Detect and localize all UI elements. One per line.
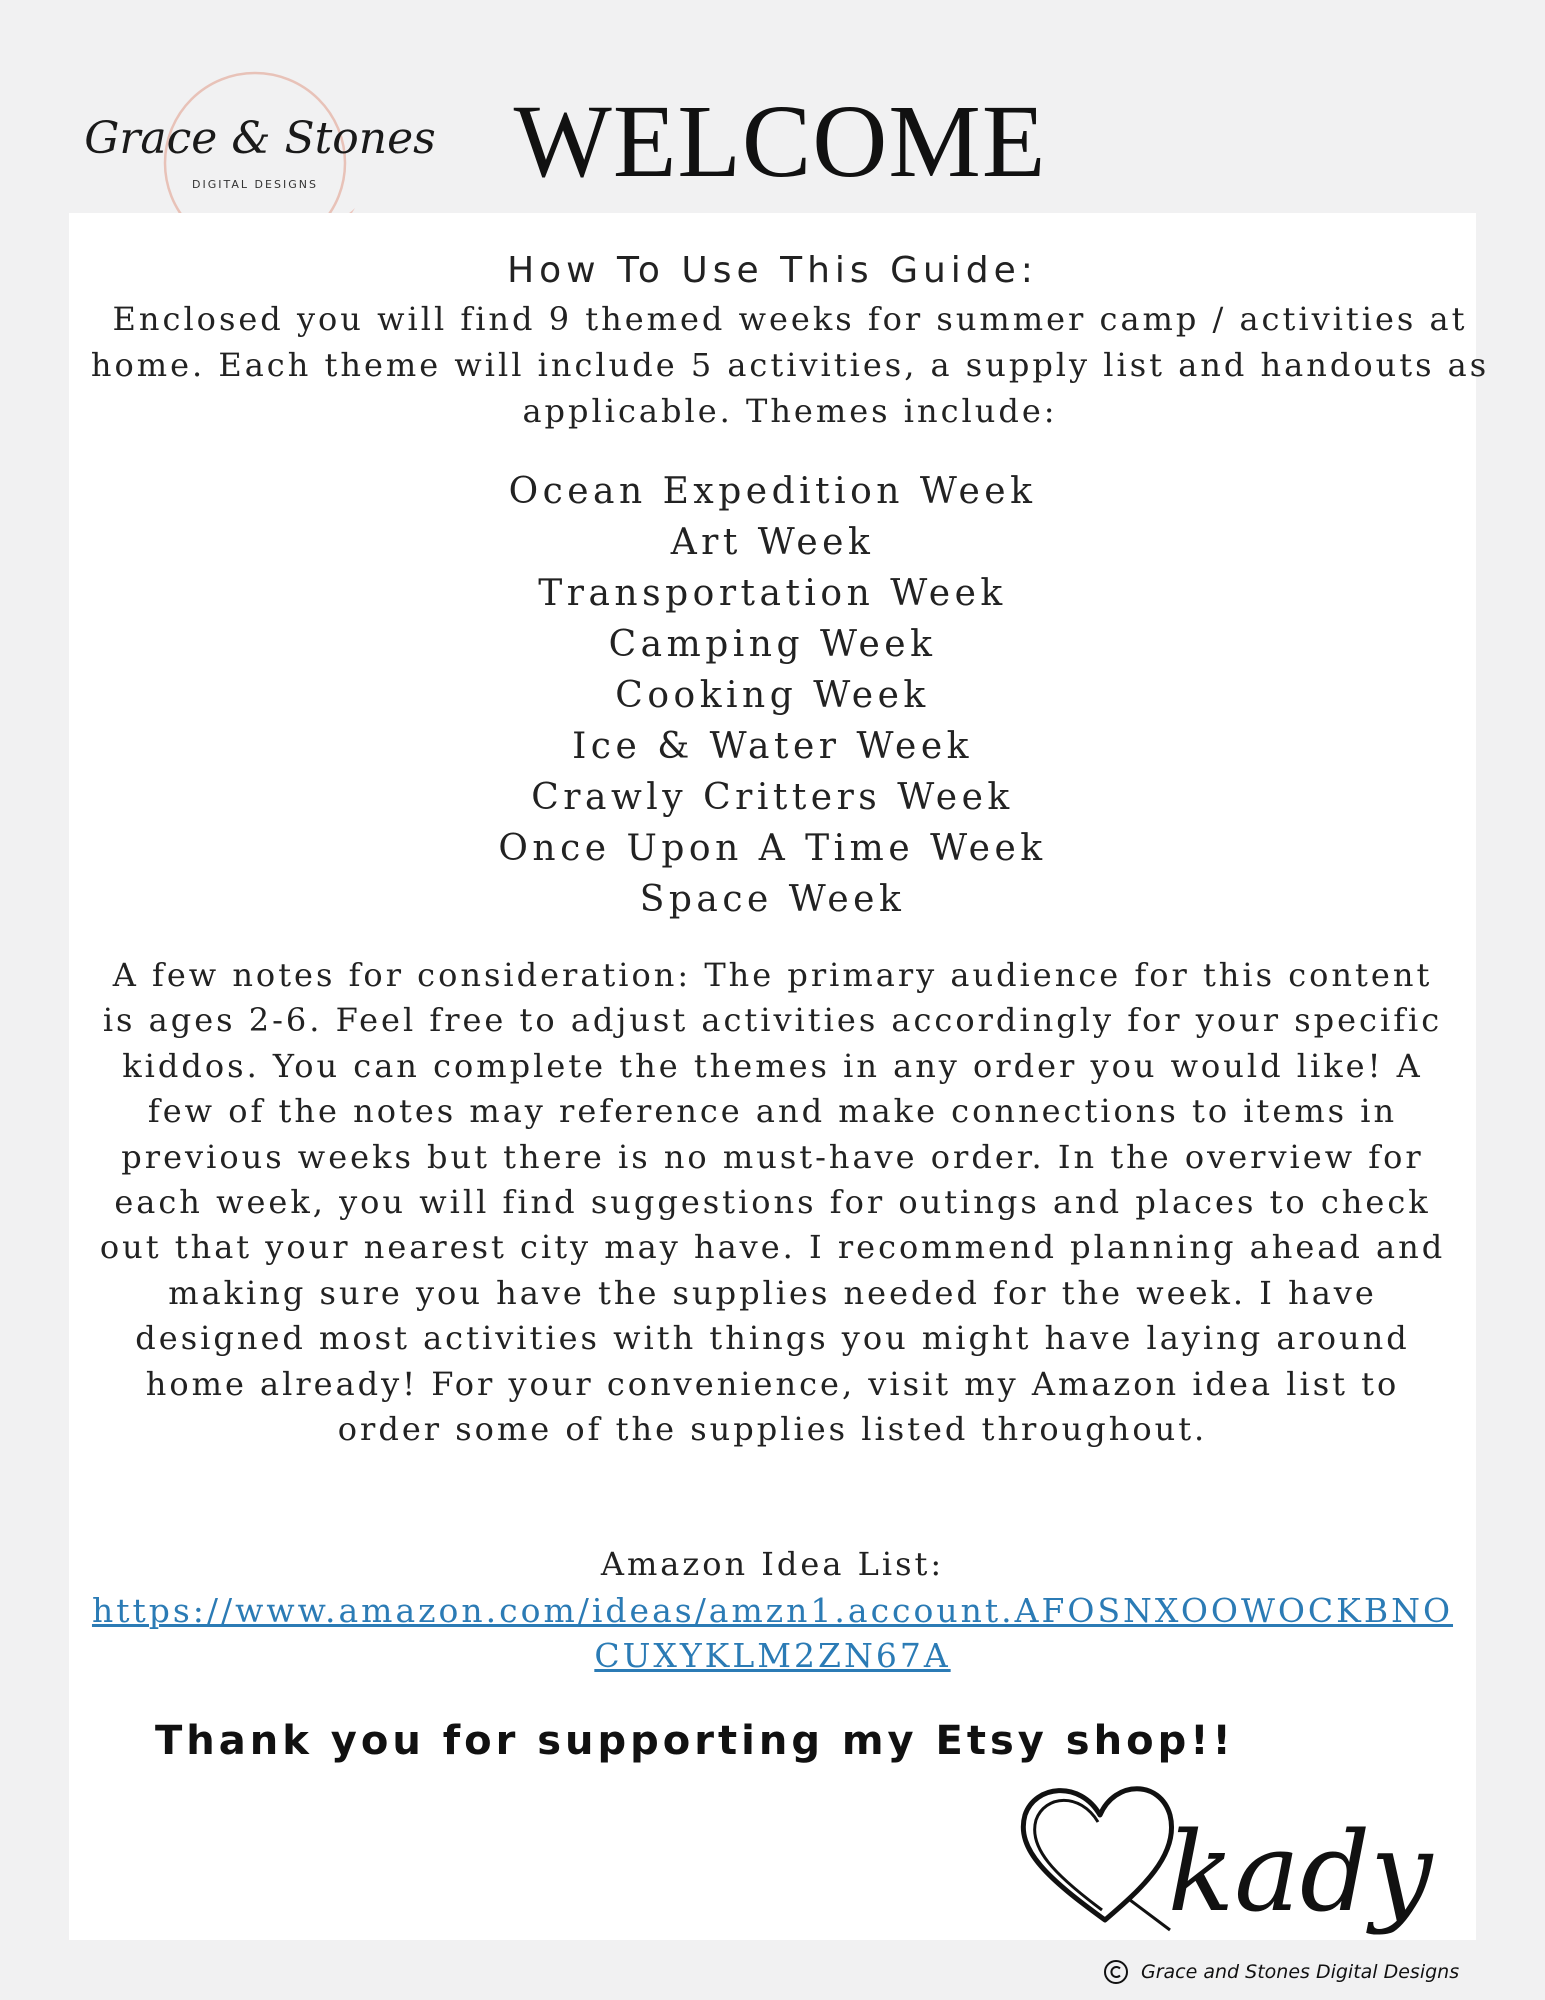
guide-heading: How To Use This Guide:: [507, 250, 1038, 291]
thank-you-message: Thank you for supporting my Etsy shop!!: [155, 1718, 1235, 1764]
theme-item: Art Week: [670, 522, 875, 563]
copyright-text: Grace and Stones Digital Designs: [1141, 1961, 1460, 1983]
theme-list: [0, 466, 1545, 925]
amazon-list-label: Amazon Idea List:: [600, 1545, 945, 1583]
amazon-list-link[interactable]: https://www.amazon.com/ideas/amzn1.account.AFOSNXOOWOCKBNOCUXYKLM2ZN67A: [91, 1591, 1454, 1675]
copyright-icon: [1103, 1959, 1129, 1985]
guide-intro: Enclosed you will find 9 themed weeks for summer camp / activities at home. Each theme will include 5 activities, a supply list and handouts as applicable. Themes include:: [90, 300, 1490, 430]
theme-item: Ice & Water Week: [572, 726, 973, 767]
theme-item: Space Week: [639, 879, 906, 920]
theme-item: Once Upon A Time Week: [498, 828, 1047, 869]
logo-name: Grace & Stones: [84, 113, 436, 164]
copyright-notice: [1103, 1957, 1543, 1987]
notes-paragraph: A few notes for consideration: The primary audience for this content is ages 2-6. Feel free to adjust activities accordingly for your specific kiddos. You can complete the themes in any order you would like! A few of the notes may reference and make connections to items in previous weeks but there is no must-have order. In the overview for each week, you will find suggestions for outings and places to check out that your nearest city may have. I recommend planning ahead and making sure you have the supplies needed for the week. I have designed most activities with things you might have laying around home already! For your convenience, visit my Amazon idea list to order some of the supplies listed throughout.: [99, 956, 1446, 1449]
theme-item: Camping Week: [608, 624, 937, 665]
heart-signature-graphic: [1010, 1770, 1450, 1940]
theme-item: Transportation Week: [538, 573, 1007, 614]
theme-item: Cooking Week: [615, 675, 930, 716]
theme-item: Ocean Expedition Week: [508, 471, 1037, 512]
theme-item: Crawly Critters Week: [531, 777, 1014, 818]
signature: [1010, 1770, 1450, 1940]
logo-tagline: DIGITAL DESIGNS: [192, 178, 318, 191]
signature-name: kady: [1167, 1808, 1433, 1936]
page-title: WELCOME: [513, 84, 1047, 199]
